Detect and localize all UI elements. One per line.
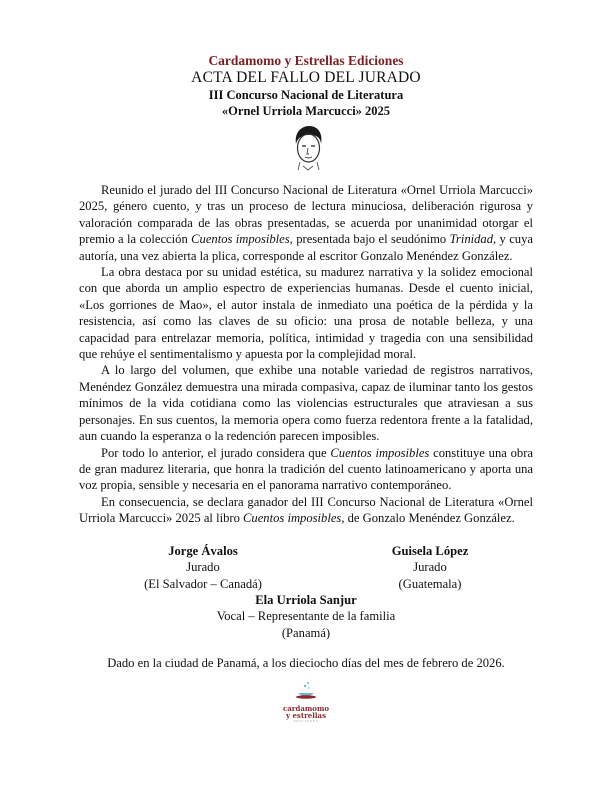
portrait-sketch-icon — [288, 124, 328, 172]
logo-text-line1: cardamomo — [282, 704, 330, 713]
signature-block-vocal — [186, 592, 426, 641]
signer-country: (Guatemala) — [398, 576, 462, 591]
signer-country: (Panamá) — [281, 625, 331, 640]
signer-name: Ela Urriola Sanjur — [255, 593, 357, 607]
publisher-name: Cardamomo y Estrellas Ediciones — [208, 53, 404, 68]
teacup-stars-icon — [281, 680, 331, 700]
paragraph-3: A lo largo del volumen, que exhibe una notable variedad de registros narrativos, Menéndez González demuestra una mirada compasiva, capaz de iluminar tanto los gestos mínimos de la vida cotidiana como las violencias estructurales que atraviesan a sus personajes. En sus cuentos, la memoria opera como fuerza redentora frente a la fatalidad, aun cuando la esperanza o la redención parecen imposibles. — [79, 363, 533, 444]
signer-country: (El Salvador – Canadá) — [144, 576, 262, 591]
publisher-logo — [281, 680, 331, 722]
book-title: Cuentos imposibles — [330, 445, 430, 460]
pseudonym: Trinidad — [449, 232, 494, 247]
book-title: Cuentos imposibles, — [243, 511, 345, 526]
document-title: ACTA DEL FALLO DEL JURADO — [191, 69, 421, 86]
contest-name: III Concurso Nacional de Literatura — [208, 88, 404, 102]
book-title: Cuentos imposibles — [191, 232, 290, 247]
closing-statement: Dado en la ciudad de Panamá, a los dieciocho días del mes de febrero de 2026. — [107, 656, 505, 670]
document-header — [0, 52, 612, 119]
paragraph-2: La obra destaca por su unidad estética, su madurez narrativa y la solidez emocional con que aborda un amplio espectro de experiencias humanas. Desde el cuento inicial, «Los gorriones de Mao», el autor instala de inmediato una poética de la pérdida y la resistencia, así como las claves de su oficio: una prosa de notable belleza, y una capacidad para entrelazar memoria, política, intimidad y tragedia con una sensibilidad que rehúye el sentimentalismo y apuesta por la complejidad moral. — [79, 265, 533, 362]
signature-block-jurado-1 — [118, 543, 288, 592]
signer-name: Jorge Ávalos — [168, 544, 238, 558]
signer-role: Jurado — [413, 560, 447, 575]
signer-name: Guisela López — [391, 544, 469, 558]
paragraph-4: Por todo lo anterior, el jurado considera que Cuentos imposibles constituye una obra de gran madurez literaria, que honra la tradición del cuento latinoamericano y aporta una voz propia, sensible y necesaria en el panorama narrativo contemporáneo. — [79, 445, 533, 493]
document-body — [79, 182, 533, 527]
signer-role: Vocal – Representante de la familia — [216, 609, 396, 624]
signature-block-jurado-2 — [350, 543, 510, 592]
paragraph-5: En consecuencia, se declara ganador del III Concurso Nacional de Literatura «Ornel Urriola Marcucci» 2025 al libro Cuentos imposibles, de Gonzalo Menéndez González. — [79, 494, 533, 526]
paragraph-1: Reunido el jurado del III Concurso Nacional de Literatura «Ornel Urriola Marcucci» 2025, género cuento, y tras un proceso de lectura minuciosa, deliberación rigurosa y valoración comparada de las obras presentadas, se acuerda por unanimidad otorgar el premio a la colección Cuentos imposibles, presentada bajo el seudónimo Trinidad, y cuya autoría, una vez abierta la plica, corresponde al escritor Gonzalo Menéndez González. — [79, 183, 533, 263]
contest-edition: «Ornel Urriola Marcucci» 2025 — [221, 104, 391, 118]
logo-subtitle: EDICIONES — [293, 719, 319, 723]
signer-role: Jurado — [186, 560, 220, 575]
logo-text-line2: y estrellas — [285, 711, 327, 720]
